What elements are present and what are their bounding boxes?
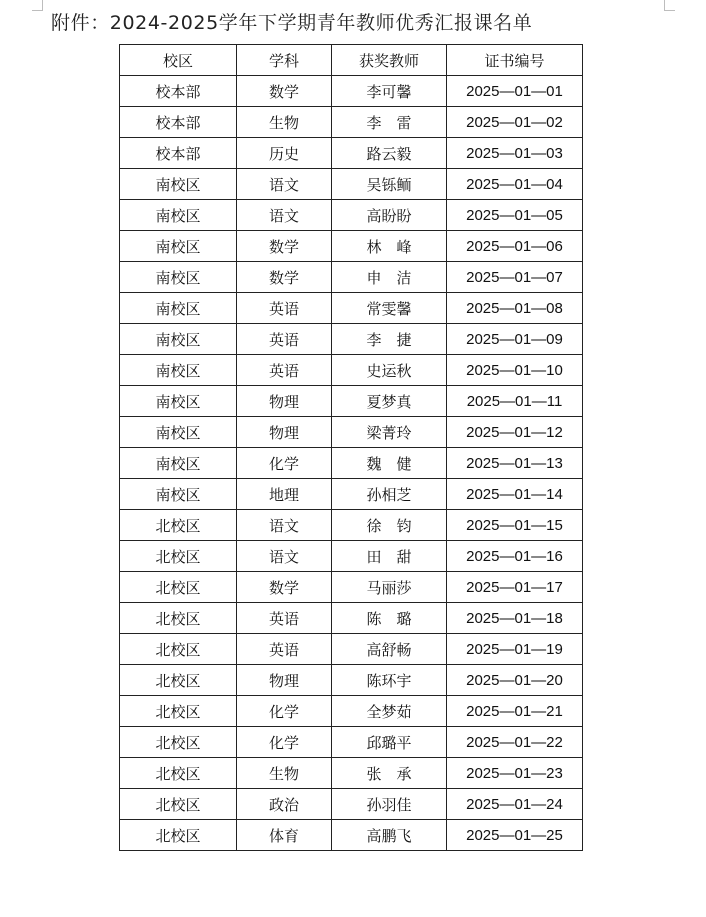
header-certificate-number: 证书编号	[447, 45, 583, 76]
table-row	[120, 448, 583, 479]
table-row	[120, 386, 583, 417]
table-row	[120, 76, 583, 107]
table-row	[120, 355, 583, 386]
table-header	[120, 45, 583, 76]
campus-cell: 南校区	[120, 417, 237, 448]
teacher-cell: 马丽莎	[332, 572, 447, 603]
table-row	[120, 758, 583, 789]
certificate-cell: 2025—01—04	[447, 169, 583, 200]
campus-cell: 北校区	[120, 510, 237, 541]
header-subject: 学科	[237, 45, 332, 76]
page-corner-mark-right	[664, 0, 675, 11]
certificate-cell: 2025—01—11	[447, 386, 583, 417]
subject-cell: 数学	[237, 76, 332, 107]
certificate-cell: 2025—01—09	[447, 324, 583, 355]
page-corner-mark-left	[32, 0, 43, 11]
table-row	[120, 789, 583, 820]
teacher-cell: 陈环宇	[332, 665, 447, 696]
certificate-cell: 2025—01—08	[447, 293, 583, 324]
award-list-table	[119, 44, 583, 851]
table-row	[120, 324, 583, 355]
certificate-cell: 2025—01—07	[447, 262, 583, 293]
subject-cell: 英语	[237, 293, 332, 324]
subject-cell: 生物	[237, 107, 332, 138]
certificate-cell: 2025—01—02	[447, 107, 583, 138]
campus-cell: 北校区	[120, 758, 237, 789]
certificate-cell: 2025—01—05	[447, 200, 583, 231]
subject-cell: 英语	[237, 634, 332, 665]
teacher-cell: 魏 健	[332, 448, 447, 479]
subject-cell: 化学	[237, 448, 332, 479]
table-body	[120, 76, 583, 851]
campus-cell: 南校区	[120, 324, 237, 355]
subject-cell: 历史	[237, 138, 332, 169]
teacher-cell: 李 雷	[332, 107, 447, 138]
campus-cell: 校本部	[120, 76, 237, 107]
table-row	[120, 603, 583, 634]
table-row	[120, 510, 583, 541]
header-campus: 校区	[120, 45, 237, 76]
subject-cell: 物理	[237, 386, 332, 417]
campus-cell: 南校区	[120, 231, 237, 262]
campus-cell: 北校区	[120, 789, 237, 820]
subject-cell: 语文	[237, 169, 332, 200]
table-row	[120, 696, 583, 727]
table-row	[120, 200, 583, 231]
table-row	[120, 727, 583, 758]
certificate-cell: 2025—01—13	[447, 448, 583, 479]
teacher-cell: 夏梦真	[332, 386, 447, 417]
header-row	[120, 45, 583, 76]
campus-cell: 南校区	[120, 386, 237, 417]
campus-cell: 南校区	[120, 200, 237, 231]
table-row	[120, 479, 583, 510]
certificate-cell: 2025—01—01	[447, 76, 583, 107]
teacher-cell: 常雯馨	[332, 293, 447, 324]
table-row	[120, 665, 583, 696]
certificate-cell: 2025—01—19	[447, 634, 583, 665]
table-row	[120, 634, 583, 665]
certificate-cell: 2025—01—17	[447, 572, 583, 603]
campus-cell: 南校区	[120, 479, 237, 510]
table-row	[120, 262, 583, 293]
certificate-cell: 2025—01—25	[447, 820, 583, 851]
table-row	[120, 417, 583, 448]
subject-cell: 英语	[237, 324, 332, 355]
campus-cell: 校本部	[120, 138, 237, 169]
teacher-cell: 李可馨	[332, 76, 447, 107]
campus-cell: 南校区	[120, 262, 237, 293]
table-row	[120, 231, 583, 262]
teacher-cell: 孙相芝	[332, 479, 447, 510]
teacher-cell: 高舒畅	[332, 634, 447, 665]
teacher-cell: 史运秋	[332, 355, 447, 386]
campus-cell: 北校区	[120, 634, 237, 665]
table-row	[120, 138, 583, 169]
teacher-cell: 梁菁玲	[332, 417, 447, 448]
table-row	[120, 541, 583, 572]
campus-cell: 南校区	[120, 169, 237, 200]
teacher-cell: 徐 钧	[332, 510, 447, 541]
campus-cell: 校本部	[120, 107, 237, 138]
teacher-cell: 高鹏飞	[332, 820, 447, 851]
certificate-cell: 2025—01—24	[447, 789, 583, 820]
teacher-cell: 田 甜	[332, 541, 447, 572]
table-row	[120, 572, 583, 603]
campus-cell: 北校区	[120, 541, 237, 572]
teacher-cell: 邱璐平	[332, 727, 447, 758]
certificate-cell: 2025—01—18	[447, 603, 583, 634]
subject-cell: 语文	[237, 510, 332, 541]
teacher-cell: 路云毅	[332, 138, 447, 169]
teacher-cell: 李 捷	[332, 324, 447, 355]
campus-cell: 北校区	[120, 820, 237, 851]
teacher-cell: 陈 璐	[332, 603, 447, 634]
subject-cell: 英语	[237, 355, 332, 386]
teacher-cell: 林 峰	[332, 231, 447, 262]
subject-cell: 物理	[237, 665, 332, 696]
campus-cell: 南校区	[120, 448, 237, 479]
certificate-cell: 2025—01—12	[447, 417, 583, 448]
campus-cell: 北校区	[120, 665, 237, 696]
subject-cell: 语文	[237, 200, 332, 231]
certificate-cell: 2025—01—22	[447, 727, 583, 758]
certificate-cell: 2025—01—10	[447, 355, 583, 386]
subject-cell: 地理	[237, 479, 332, 510]
subject-cell: 英语	[237, 603, 332, 634]
subject-cell: 体育	[237, 820, 332, 851]
teacher-cell: 全梦茹	[332, 696, 447, 727]
table-row	[120, 820, 583, 851]
teacher-cell: 高盼盼	[332, 200, 447, 231]
campus-cell: 北校区	[120, 572, 237, 603]
subject-cell: 数学	[237, 231, 332, 262]
subject-cell: 生物	[237, 758, 332, 789]
subject-cell: 化学	[237, 696, 332, 727]
table-row	[120, 293, 583, 324]
document-title: 附件：2024-2025学年下学期青年教师优秀汇报课名单	[51, 12, 533, 34]
subject-cell: 数学	[237, 572, 332, 603]
campus-cell: 北校区	[120, 727, 237, 758]
campus-cell: 南校区	[120, 293, 237, 324]
subject-cell: 语文	[237, 541, 332, 572]
certificate-cell: 2025—01—23	[447, 758, 583, 789]
teacher-cell: 孙羽佳	[332, 789, 447, 820]
teacher-cell: 申 洁	[332, 262, 447, 293]
teacher-cell: 张 承	[332, 758, 447, 789]
certificate-cell: 2025—01—15	[447, 510, 583, 541]
table-row	[120, 169, 583, 200]
certificate-cell: 2025—01—06	[447, 231, 583, 262]
campus-cell: 北校区	[120, 696, 237, 727]
table-row	[120, 107, 583, 138]
certificate-cell: 2025—01—16	[447, 541, 583, 572]
subject-cell: 化学	[237, 727, 332, 758]
subject-cell: 物理	[237, 417, 332, 448]
campus-cell: 北校区	[120, 603, 237, 634]
certificate-cell: 2025—01—20	[447, 665, 583, 696]
teacher-cell: 吴铄鲕	[332, 169, 447, 200]
header-teacher: 获奖教师	[332, 45, 447, 76]
certificate-cell: 2025—01—03	[447, 138, 583, 169]
subject-cell: 数学	[237, 262, 332, 293]
certificate-cell: 2025—01—14	[447, 479, 583, 510]
certificate-cell: 2025—01—21	[447, 696, 583, 727]
campus-cell: 南校区	[120, 355, 237, 386]
subject-cell: 政治	[237, 789, 332, 820]
